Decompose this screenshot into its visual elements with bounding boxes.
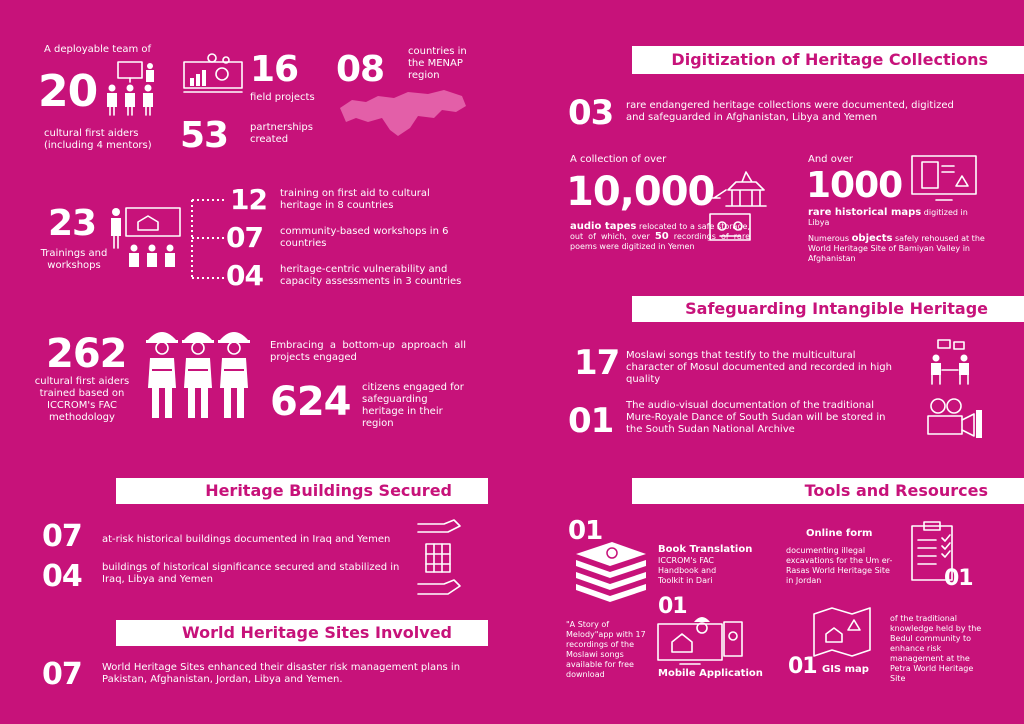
tapes-text <box>570 222 750 252</box>
intangible-item-1-text: The audio-visual documentation of the traditional Mure-Royale Dance of South Sudan will be stored in the South Sudan National Archive <box>626 400 886 435</box>
video-camera-icon <box>924 396 984 440</box>
workers-helmet-icon <box>144 326 252 420</box>
citizens-desc: citizens engaged for safeguarding heritage in their region <box>362 382 464 429</box>
gis-text: of the traditional knowledge held by the Bedul community to enhance risk management at the Petra World Heritage Site <box>890 614 982 683</box>
training-item-1-number: 07 <box>226 221 263 254</box>
team-desc: cultural first aiders (including 4 mentors) <box>44 128 152 151</box>
trainings-label: Trainings and workshops <box>40 248 108 271</box>
gis-map-icon <box>812 606 872 658</box>
tapes-bold: audio tapes <box>570 221 637 232</box>
interview-icon <box>924 338 976 386</box>
maps-number: 1000 <box>806 165 903 206</box>
hands-building-icon <box>414 518 464 598</box>
intangible-item-0-text: Moslawi songs that testify to the multicultural character of Mosul documented and recorded in high quality <box>626 350 892 385</box>
projects-number: 16 <box>250 49 299 90</box>
presentation-chart-icon <box>182 52 244 96</box>
citizens-number: 624 <box>270 379 351 425</box>
book-number: 01 <box>568 516 603 546</box>
countries-number: 08 <box>336 49 385 90</box>
sites-number: 07 <box>42 657 82 692</box>
countries-label: countries in the MENAP region <box>408 46 467 81</box>
menap-map-icon <box>338 88 468 140</box>
collections-number: 03 <box>568 93 614 133</box>
tools-banner: Tools and Resources <box>632 478 1024 504</box>
mobile-app-icon <box>656 614 746 666</box>
app-text: "A Story of Melody"app with 17 recordings of the Moslawi songs available for free download <box>566 620 646 679</box>
tapes-number: 10,000 <box>566 169 715 215</box>
training-item-0-text: training on first aid to cultural heritage in 8 countries <box>280 188 430 211</box>
trainings-number: 23 <box>48 203 97 244</box>
team-number: 20 <box>38 66 98 117</box>
training-item-1-text: community-based workshops in 6 countries <box>280 226 449 249</box>
aiders-desc: cultural first aiders trained based on ICCROM's FAC methodology <box>34 376 130 423</box>
objects-b: safely rehoused at the World Heritage Site of Bamiyan Valley in Afghanistan <box>808 234 985 263</box>
building-item-0-text: at-risk historical buildings documented in Iraq and Yemen <box>102 534 391 545</box>
building-item-0-number: 07 <box>42 519 82 554</box>
intangible-item-0-number: 17 <box>574 343 620 383</box>
trainings-bracket <box>190 198 226 280</box>
gis-title: GIS map <box>822 664 869 675</box>
objects-bold: objects <box>851 233 893 244</box>
monitor-map-icon <box>910 154 978 202</box>
buildings-banner: Heritage Buildings Secured <box>116 478 488 504</box>
team-people-icon <box>104 60 160 116</box>
app-title: Mobile Application <box>658 668 763 679</box>
aiders-number: 262 <box>46 331 127 377</box>
training-item-2-number: 04 <box>226 259 263 292</box>
training-item-2-text: heritage-centric vulnerability and capacity assessments in 3 countries <box>280 264 462 287</box>
app-number: 01 <box>658 594 687 619</box>
maps-bold: rare historical maps <box>808 207 922 218</box>
intangible-banner: Safeguarding Intangible Heritage <box>632 296 1024 322</box>
objects-a: Numerous <box>808 234 852 243</box>
collections-text: rare endangered heritage collections were documented, digitized and safeguarded in Afghanistan, Libya and Yemen <box>626 100 954 123</box>
training-item-0-number: 12 <box>230 183 267 216</box>
intangible-item-1-number: 01 <box>568 401 614 441</box>
building-item-1-text: buildings of historical significance secured and stabilized in Iraq, Libya and Yemen <box>102 562 400 585</box>
gis-number: 01 <box>788 654 817 679</box>
partnerships-label: partnerships created <box>250 122 313 145</box>
team-intro: A deployable team of <box>44 44 152 55</box>
approach-text: Embracing a bottom-up approach all projects engaged <box>270 340 466 363</box>
form-number: 01 <box>944 566 973 591</box>
book-title: Book Translation <box>658 544 753 555</box>
maps-text-plain: digitized in Libya <box>808 208 968 227</box>
sites-text: World Heritage Sites enhanced their disaster risk management plans in Pakistan, Afghanistan, Jordan, Libya and Yemen. <box>102 662 461 685</box>
form-title: Online form <box>806 528 873 539</box>
projects-label: field projects <box>250 92 315 103</box>
workshop-icon <box>108 206 182 270</box>
tapes-text-a: relocated to a safe storage, out of which, over <box>570 222 750 241</box>
maps-intro: And over <box>808 154 854 165</box>
tapes-intro: A collection of over <box>570 154 667 165</box>
building-item-1-number: 04 <box>42 559 82 594</box>
form-text: documenting illegal excavations for the Um er-Rasas World Heritage Site in Jordan <box>786 546 893 585</box>
digitization-banner: Digitization of Heritage Collections <box>632 46 1024 74</box>
partnerships-number: 53 <box>180 115 229 156</box>
tapes-text-b: recordings of rare poems were digitized in Yemen <box>570 232 750 251</box>
tapes-bold-num: 50 <box>654 231 669 242</box>
maps-text <box>808 208 988 228</box>
book-stack-icon <box>572 540 650 604</box>
sites-banner: World Heritage Sites Involved <box>116 620 488 646</box>
objects-text <box>808 234 998 264</box>
book-text: ICCROM's FAC Handbook and Toolkit in Dari <box>658 556 717 585</box>
